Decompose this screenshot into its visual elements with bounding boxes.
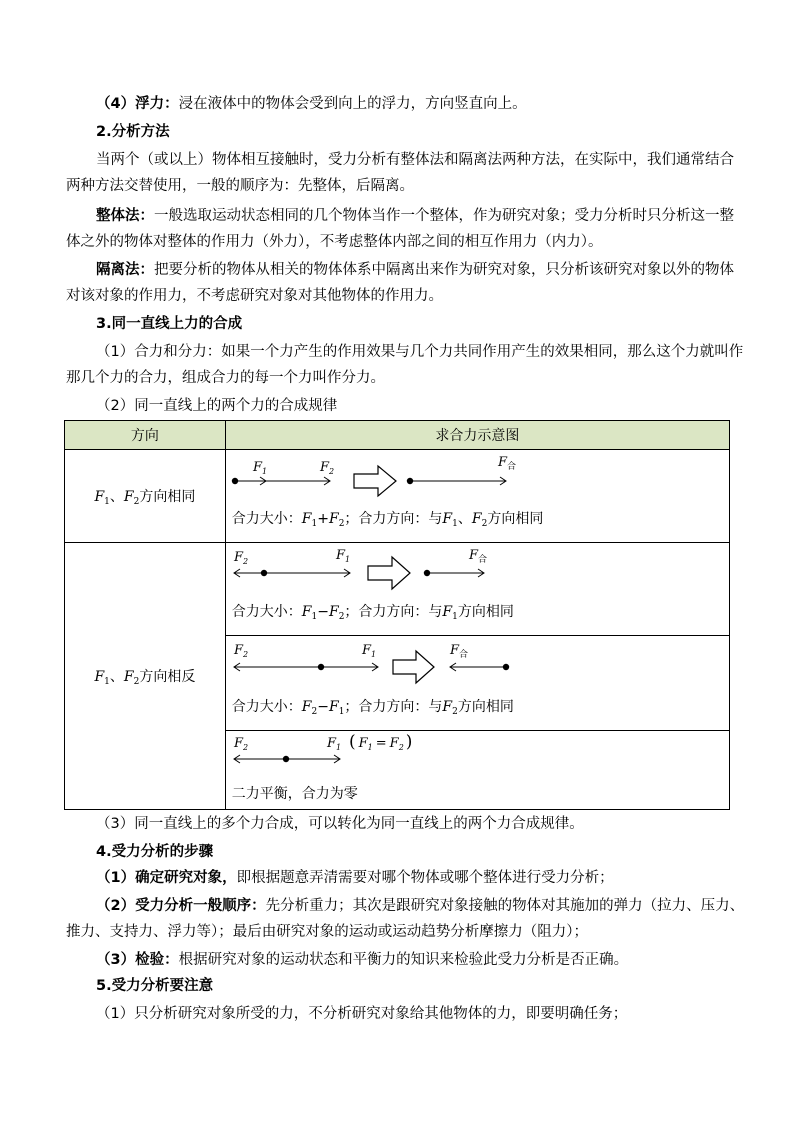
- table-header-direction: 方向: [65, 421, 226, 450]
- object-point: [283, 756, 289, 762]
- paragraph-buoyancy: [96, 94, 730, 114]
- paragraph-line: （1）合力和分力：如果一个力产生的作用效果与几个力共同作用产生的效果相同，那么这个力就叫作: [96, 344, 744, 360]
- paragraph-isolation-method: [96, 260, 734, 280]
- row-label-opposite-direction: $F_1$、$F_2$方向相反: [65, 543, 226, 810]
- label-f1: $F_1$: [361, 643, 376, 659]
- paragraph-step-1: [96, 868, 730, 888]
- table-row: [65, 450, 730, 543]
- paragraph-text: 浸在液体中的物体会受到向上的浮力，方向竖直向上。: [178, 96, 527, 112]
- paragraph-text: 即根据题意弄清需要对哪个物体或哪个整体进行受力分析；: [236, 870, 614, 886]
- label-f1: $F_1$: [335, 548, 350, 564]
- object-point: [232, 478, 238, 484]
- paragraph-line: （1）只分析研究对象所受的力，不分析研究对象给其他物体的力，即要明确任务；: [96, 1006, 628, 1022]
- paragraph-line: （3）同一直线上的多个力合成，可以转化为同一直线上的两个力合成规律。: [96, 816, 584, 832]
- section-heading-force-composition: 3.同一直线上力的合成: [96, 316, 243, 332]
- table-row: [65, 543, 730, 636]
- label-f-he: $F_合$: [449, 643, 468, 660]
- label-f-he: $F_合$: [468, 548, 487, 565]
- term-label: （3）检验：: [96, 952, 179, 968]
- label-f2: $F_2$: [319, 460, 334, 476]
- paragraph-line: 当两个（或以上）物体相互接触时，受力分析有整体法和隔离法两种方法，在实际中，我们通常结合: [96, 152, 734, 168]
- diagram-cell-f1-greater: [225, 543, 729, 636]
- diagram-cell-same-direction: [225, 450, 729, 543]
- paragraph-step-3: [96, 950, 730, 970]
- paragraph-line: 那几个力的合力，组成合力的每一个力叫作分力。: [66, 370, 385, 386]
- label-f2: $F_2$: [233, 643, 248, 659]
- term-label: （1）确定研究对象，: [96, 870, 237, 886]
- table-header-diagram: 求合力示意图: [225, 421, 729, 450]
- term-label: （2）受力分析一般顺序：: [96, 898, 266, 914]
- caption-f1-greater: 合力大小：$F_1-F_2$；合力方向：与$F_1$方向相同: [231, 604, 514, 622]
- caption-f2-greater: 合力大小：$F_2-F_1$；合力方向：与$F_2$方向相同: [231, 699, 514, 717]
- paragraph-text: 把要分析的物体从相关的物体体系中隔离出来作为研究对象，只分析该研究对象以外的物体: [154, 262, 734, 278]
- paragraph-text: 根据研究对象的运动状态和平衡力的知识来检验此受力分析是否正确。: [178, 952, 629, 968]
- label-f-he: $F_合$: [497, 455, 516, 472]
- caption-balanced: 二力平衡，合力为零: [231, 786, 358, 802]
- paragraph-line: 对该对象的作用力，不考虑研究对象对其他物体的作用力。: [66, 288, 443, 304]
- term-label: 隔离法：: [96, 262, 154, 278]
- paragraph-line: 体之外的物体对整体的作用力（外力），不考虑整体内部之间的相互作用力（内力）。: [66, 234, 603, 250]
- row-label-same-direction: $F_1$、$F_2$方向相同: [65, 450, 226, 543]
- paragraph-step-2: [96, 896, 745, 916]
- paragraph-line: （2）同一直线上的两个力的合成规律: [96, 398, 338, 414]
- paragraph-whole-method: [96, 206, 734, 226]
- caption-same-direction: 合力大小：$F_1+F_2$；合力方向：与$F_1$、$F_2$方向相同: [231, 511, 544, 529]
- paragraph-text: 先分析重力；其次是跟研究对象接触的物体对其施加的弹力（拉力、压力、: [265, 898, 745, 914]
- diagram-cell-balanced: [225, 731, 729, 810]
- paragraph-line: 两种方法交替使用，一般的顺序为：先整体，后隔离。: [66, 178, 414, 194]
- result-arrow-icon: [354, 466, 396, 496]
- object-point: [407, 478, 413, 484]
- object-point: [318, 664, 324, 670]
- term-label: （4）浮力：: [96, 96, 179, 112]
- force-composition-table: [64, 420, 730, 810]
- term-label: 整体法：: [96, 208, 154, 224]
- section-heading-analysis-method: 2.分析方法: [96, 124, 170, 140]
- label-f2: $F_2$: [233, 550, 248, 566]
- label-f2: $F_2$: [233, 736, 248, 752]
- table-header-row: [65, 421, 730, 450]
- section-heading-steps: 4.受力分析的步骤: [96, 844, 214, 860]
- result-arrow-icon: [393, 651, 434, 683]
- label-f1: $F_1$: [252, 460, 267, 476]
- object-point: [503, 664, 509, 670]
- paragraph-text: 一般选取运动状态相同的几个物体当作一个整体，作为研究对象；受力分析时只分析这一整: [154, 208, 734, 224]
- section-heading-notes: 5.受力分析要注意: [96, 978, 214, 994]
- object-point: [261, 570, 267, 576]
- paragraph-line: 推力、支持力、浮力等）；最后由研究对象的运动或运动趋势分析摩擦力（阻力）；: [66, 924, 588, 940]
- result-arrow-icon: [368, 557, 410, 589]
- object-point: [424, 570, 430, 576]
- diagram-cell-f2-greater: [225, 636, 729, 731]
- label-f1: $F_1$: [326, 736, 341, 752]
- equal-forces-condition: ( $F_1 = F_2$ ): [348, 732, 413, 752]
